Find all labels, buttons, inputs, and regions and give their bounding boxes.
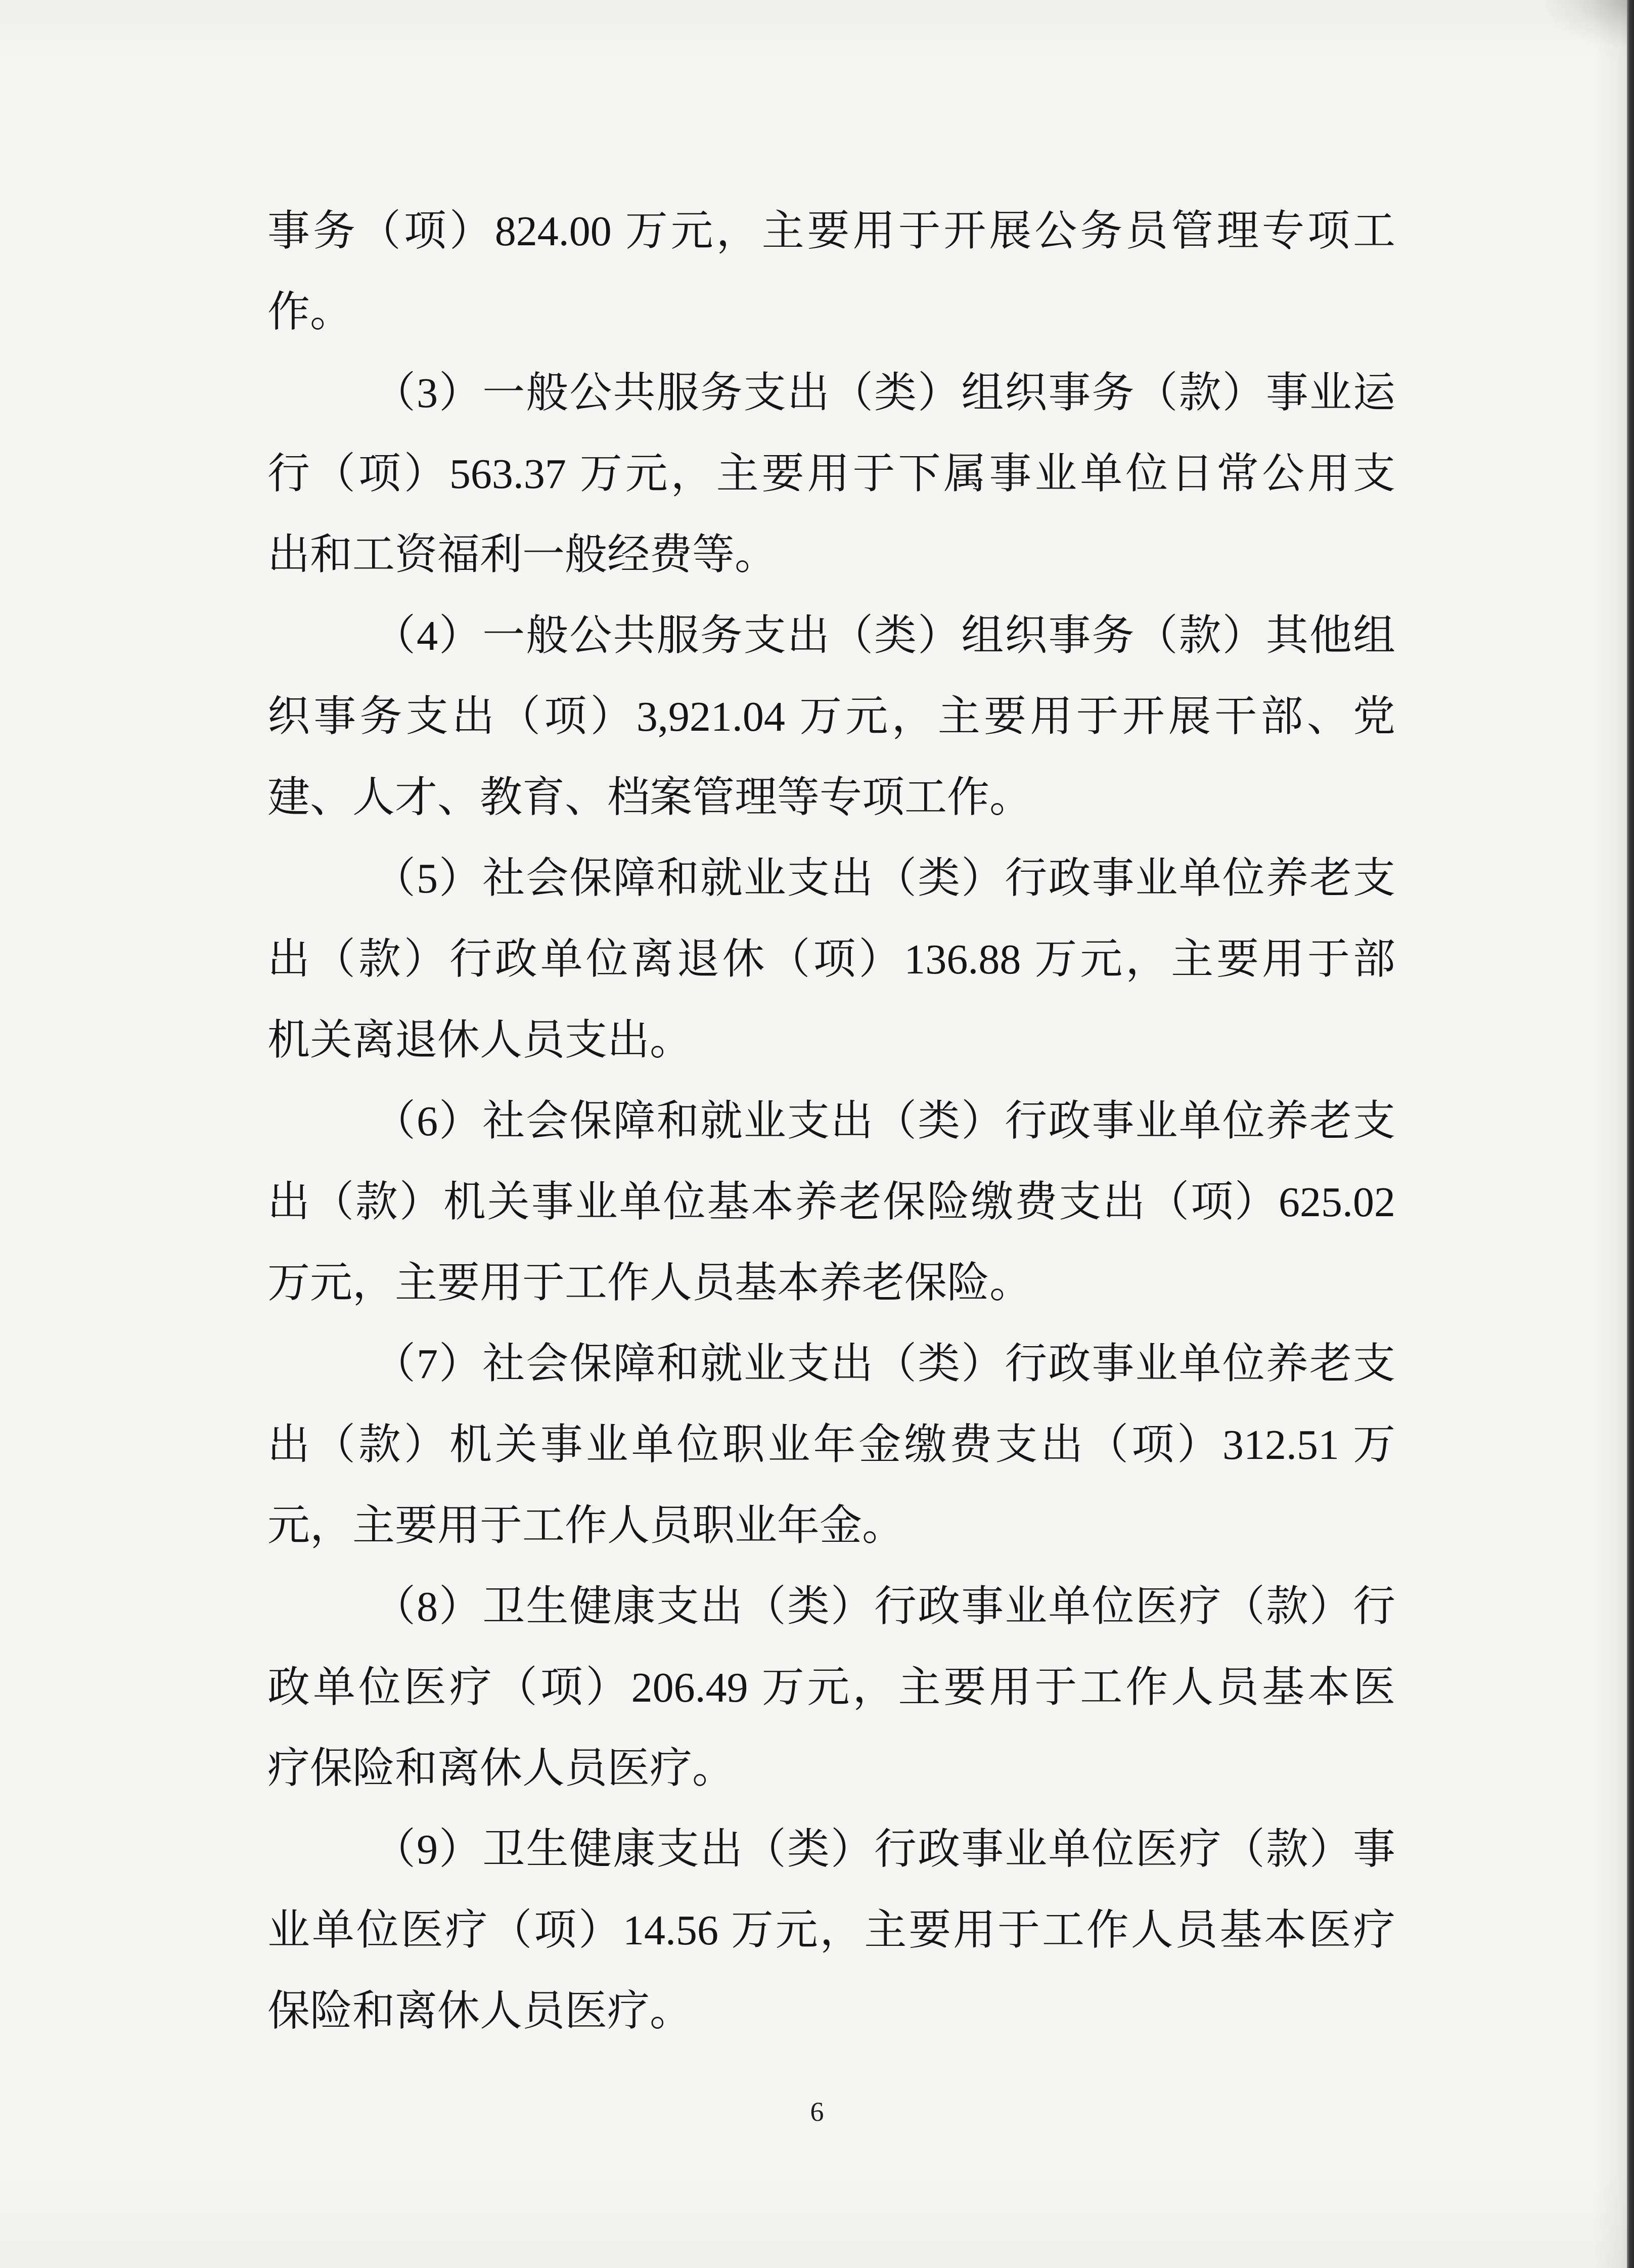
paragraph-item-4 [267,596,1395,838]
text-line: （9）卫生健康支出（类）行政事业单位医疗（款）事 [373,1826,1395,1873]
paragraph-item-7 [267,1324,1395,1567]
scan-edge [1627,0,1634,2268]
text-line: （7）社会保障和就业支出（类）行政事业单位养老支 [373,1341,1395,1388]
body-text [267,191,1395,2052]
text-line: 出（款）行政单位离退休（项）136.88 万元，主要用于部 [267,936,1395,983]
text-line: 保险和离休人员医疗。 [267,1988,693,2035]
text-line: 政单位医疗（项）206.49 万元，主要用于工作人员基本医 [267,1664,1395,1711]
text-line: 出（款）机关事业单位职业年金缴费支出（项）312.51 万 [267,1421,1395,1469]
text-line: （6）社会保障和就业支出（类）行政事业单位养老支 [373,1098,1395,1145]
paragraph-item-3 [267,353,1395,596]
paragraph-continuation [267,191,1395,353]
paragraph-item-9 [267,1809,1395,2052]
text-line: 建、人才、教育、档案管理等专项工作。 [267,774,1032,821]
text-line: 业单位医疗（项）14.56 万元，主要用于工作人员基本医疗 [267,1907,1395,1954]
text-line: 织事务支出（项）3,921.04 万元，主要用于开展干部、党 [267,693,1395,740]
text-line: 机关离退休人员支出。 [267,1017,693,1064]
text-line: （3）一般公共服务支出（类）组织事务（款）事业运 [373,370,1395,417]
text-line: （5）社会保障和就业支出（类）行政事业单位养老支 [373,855,1395,902]
text-line: （8）卫生健康支出（类）行政事业单位医疗（款）行 [373,1583,1395,1630]
text-line: 万元，主要用于工作人员基本养老保险。 [267,1260,1032,1307]
text-line: 出（款）机关事业单位基本养老保险缴费支出（项）625.02 [267,1179,1395,1226]
text-line: 出和工资福利一般经费等。 [267,531,778,579]
text-line: 行（项）563.37 万元，主要用于下属事业单位日常公用支 [267,451,1395,498]
text-line: 疗保险和离休人员医疗。 [267,1745,735,1792]
text-line: （4）一般公共服务支出（类）组织事务（款）其他组 [373,612,1395,659]
scan-shadow [1546,0,1627,46]
text-line: 作。 [267,289,353,336]
paragraph-item-6 [267,1081,1395,1324]
page-number: 6 [810,2097,824,2127]
text-line: 元，主要用于工作人员职业年金。 [267,1502,905,1549]
text-line: 事务（项）824.00 万元，主要用于开展公务员管理专项工 [267,208,1395,255]
paragraph-item-5 [267,838,1395,1081]
paragraph-item-8 [267,1567,1395,1809]
